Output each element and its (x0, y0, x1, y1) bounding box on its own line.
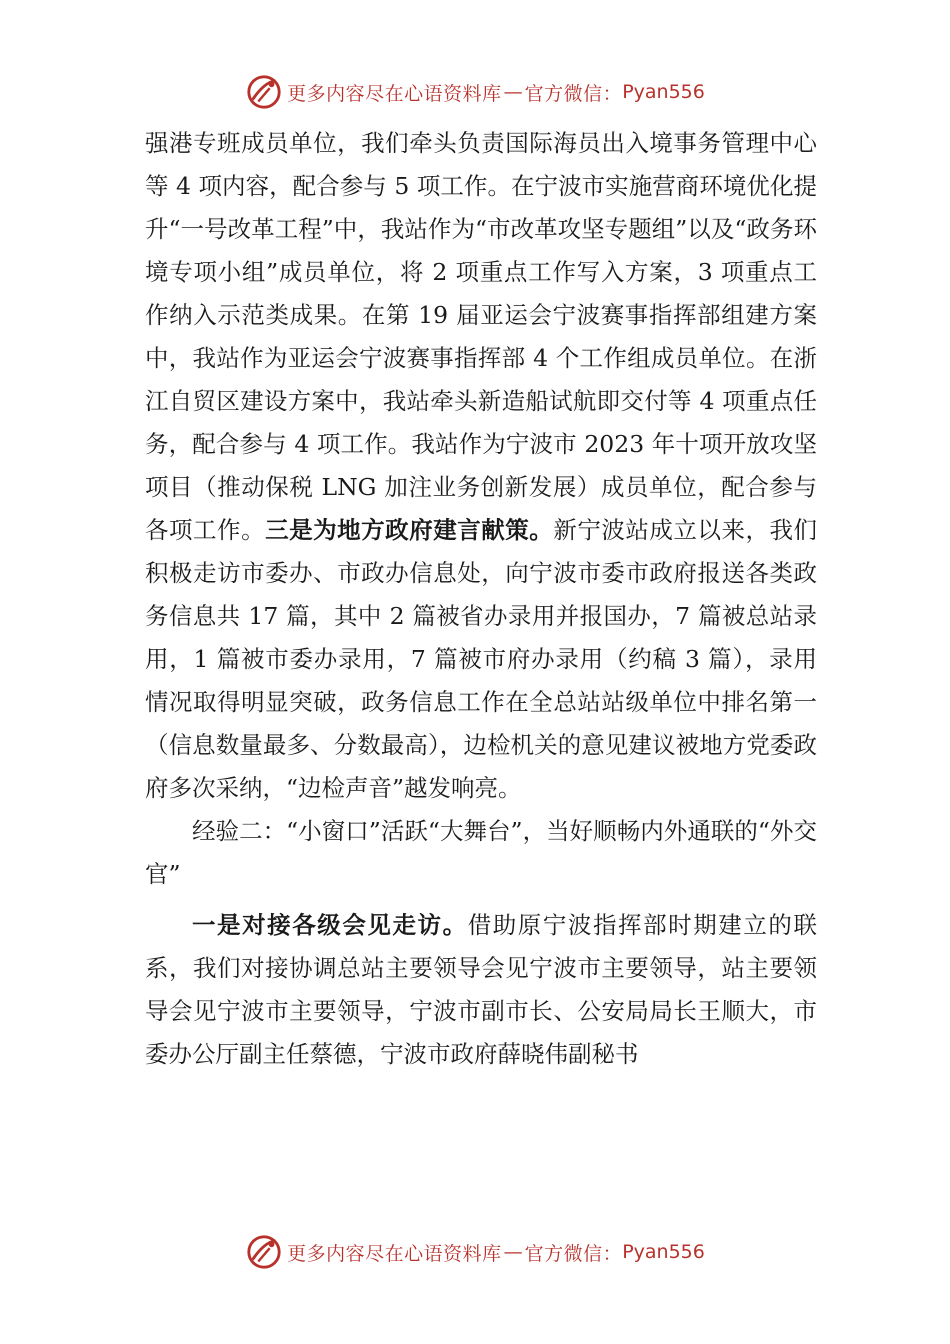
watermark-header (0, 72, 950, 112)
watermark-text: 更多内容尽在心语资料库 (287, 82, 502, 105)
watermark-id: Pyan556 (622, 1241, 705, 1263)
paragraph-2-heading: 经验二：“小窗口”活跃“大舞台”，当好顺畅内外通联的“外交官” (145, 817, 817, 888)
watermark-separator: — (503, 1241, 523, 1263)
paragraph-1-bold-lead: 三是为地方政府建言献策。 (265, 516, 554, 544)
logo-icon (245, 1233, 283, 1271)
watermark-footer (0, 1232, 950, 1272)
watermark-text: 更多内容尽在心语资料库 (287, 1242, 502, 1265)
paragraph-1-tail: 新宁波站成立以来，我们积极走访市委办、市政办信息处，向宁波市委市政府报送各类政务信息共 17 篇，其中 2 篇被省办录用并报国办，7 篇被总站录用，1 篇被市委办录用，7 篇被市府办录用（约稿 3 篇），录用情况取得明显突破，政务信息工作在全总站站级单位中排名第一（信息数量最多、分数最高），边检机关的意见建议被地方党委政府多次采纳，“边检声音”越发响亮。 (145, 516, 818, 802)
watermark-label: 官方微信： (524, 1242, 623, 1265)
document-body (145, 122, 817, 1076)
paragraph-3-tail: 借助原宁波指挥部时期建立的联系，我们对接协调总站主要领导会见宁波市主要领导，站主要领导会见宁波市主要领导，宁波市副市长、公安局局长王顺大，市委办公厅副主任蔡德，宁波市政府薛晓伟副秘书 (145, 911, 817, 1068)
watermark-label: 官方微信： (524, 82, 623, 105)
paragraph-1 (145, 122, 817, 810)
paragraph-1-text: 强港专班成员单位，我们牵头负责国际海员出入境事务管理中心等 4 项内容，配合参与 5 项工作。在宁波市实施营商环境优化提升“一号改革工程”中，我站作为“市改革攻坚专题组”以及“政务环境专项小组”成员单位，将 2 项重点工作写入方案，3 项重点工作纳入示范类成果。在第 19 届亚运会宁波赛事指挥部组建方案中，我站作为亚运会宁波赛事指挥部 4 个工作组成员单位。在浙江自贸区建设方案中，我站牵头新造船试航即交付等 4 项重点任务，配合参与 4 项工作。我站作为宁波市 2023 年十项开放攻坚项目（推动保税 LNG 加注业务创新发展）成员单位，配合参与各项工作。 (145, 129, 817, 544)
watermark-id: Pyan556 (622, 81, 705, 103)
paragraph-3-bold-lead: 一是对接各级会见走访。 (192, 911, 468, 939)
paragraph-3 (145, 904, 817, 1076)
logo-icon (245, 73, 283, 111)
watermark-separator: — (503, 81, 523, 103)
